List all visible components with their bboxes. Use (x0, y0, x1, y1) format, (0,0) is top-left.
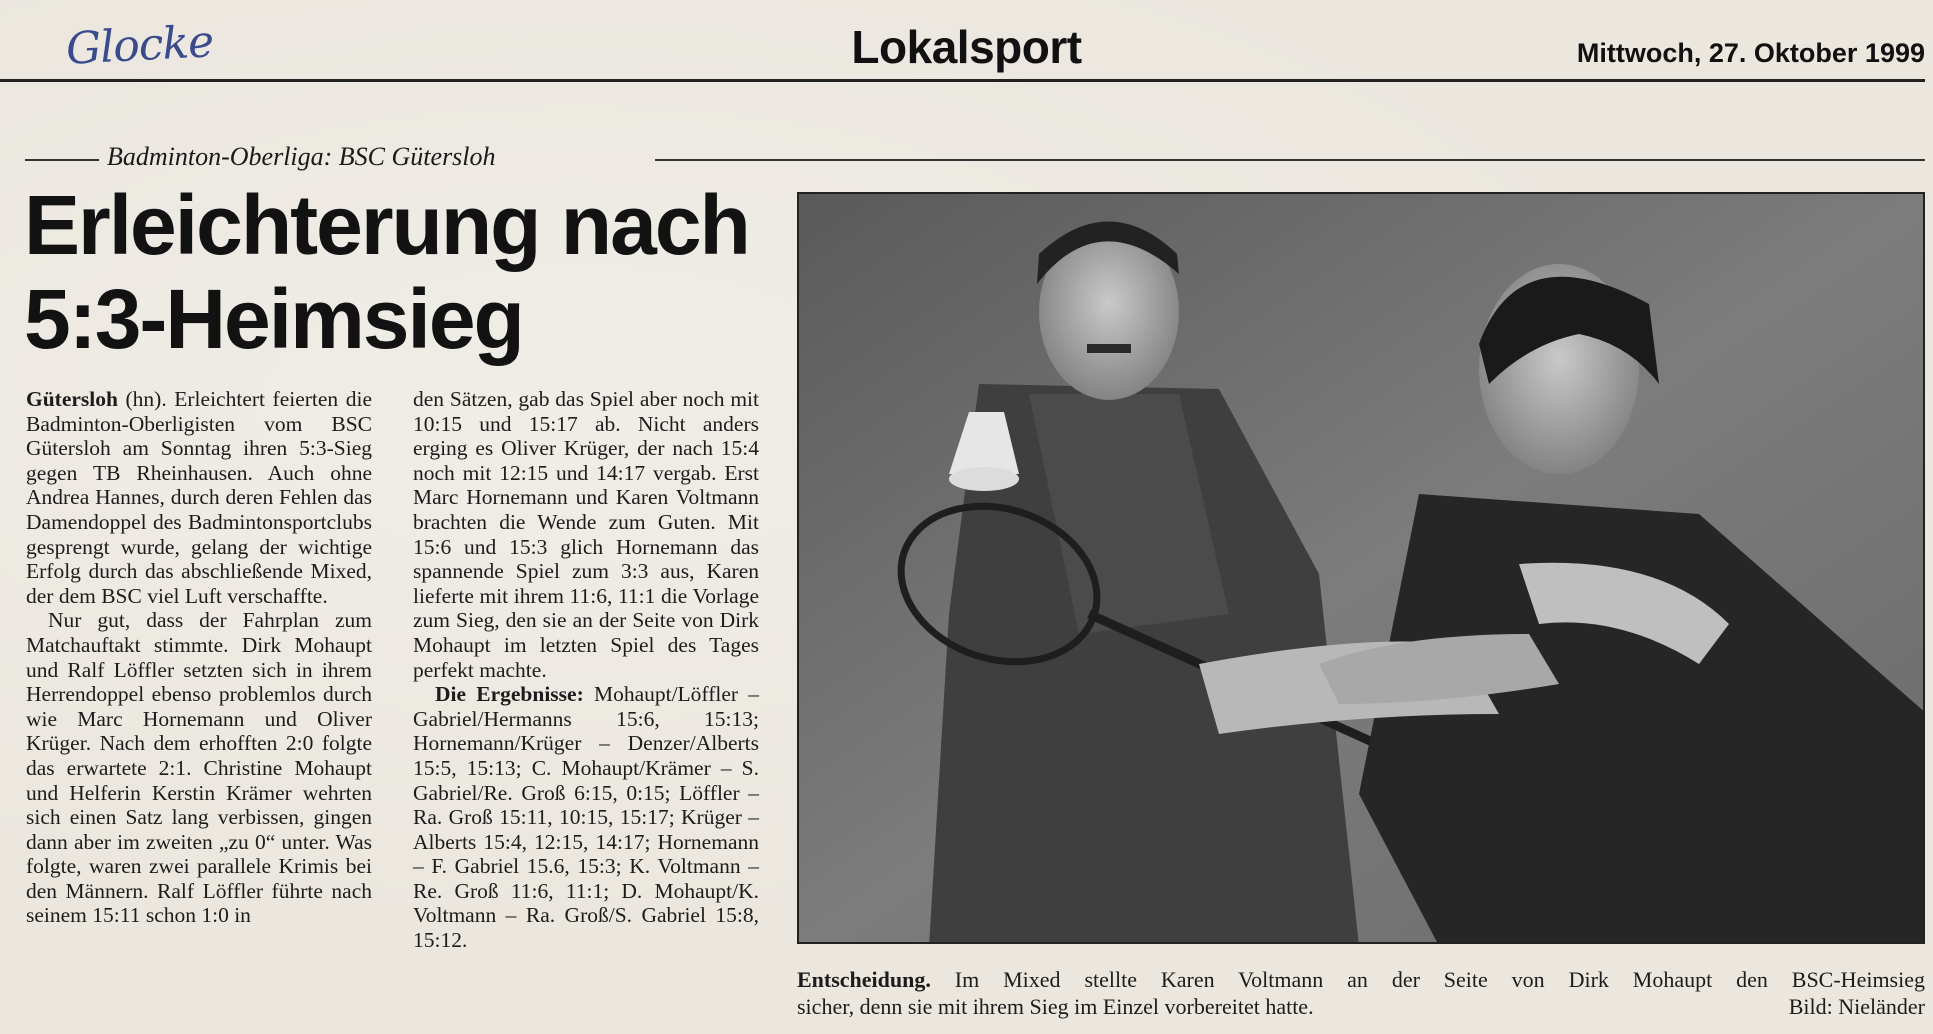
results-text: Mohaupt/Löffler – Gabriel/Hermanns 15:6, 15:13; Hornemann/Krüger – Denzer/Alberts 15:5, 15:13; C. Mohaupt/Krämer – S. Gabriel/Re. Groß 6:15, 0:15; Löffler – Ra. Groß 15:11, 10:15, 15:17; Krüger – Alberts 15:4, 12:15, 14:17; Hornemann – F. Gabriel 15.6, 15:3; K. Voltmann – Re. Groß 11:6, 11:1; D. Mohaupt/K. Voltmann – Ra. Groß/S. Gabriel 15:8, 15:12. (413, 682, 759, 953)
article-column-1 (26, 387, 372, 928)
headline-line-1: Erleichterung nach (24, 178, 749, 272)
paragraph-1-text: (hn). Erleichtert feierten die Badminton-Oberligisten vom BSC Gütersloh am Sonntag ihren 5:3-Sieg gegen TB Rheinhausen. Auch ohne Andrea Hannes, durch deren Fehlen das Damendoppel des Badmintonsportclubs gesprengt wurde, gelang der wichtige Erfolg durch das abschließende Mixed, der dem BSC viel Luft verschaffte. (26, 387, 372, 608)
caption-label: Entscheidung. (797, 967, 931, 992)
caption-line-2: sicher, denn sie mit ihrem Sieg im Einzel vorbereitet hatte. (797, 994, 1314, 1019)
results-label: Die Ergebnisse: (435, 682, 584, 707)
results-paragraph (413, 682, 759, 953)
badminton-photo (797, 192, 1925, 944)
paragraph-2: Nur gut, dass der Fahrplan zum Matchauftakt stimmte. Dirk Mohaupt und Ralf Löffler setzten sich in ihrem Herrendoppel ebenso problemlos durch wie Marc Hornemann und Oliver Krüger. Nach dem erhofften 2:0 folgte das erwartete 2:1. Christine Mohaupt und Helferin Kerstin Krämer wehrten sich einen Satz lang verbissen, gingen dann aber im zweiten „zu 0“ unter. Was folgte, waren zwei parallele Krimis bei den Männern. Ralf Löffler führte nach seinem 15:11 schon 1:0 in (26, 608, 372, 928)
issue-date: Mittwoch, 27. Oktober 1999 (1576, 38, 1925, 68)
handwritten-note: Glocke (64, 16, 215, 75)
header-rule (0, 79, 1925, 82)
photo-credit: Bild: Nieländer (1788, 994, 1925, 1019)
kicker-rule-left (25, 159, 99, 161)
kicker-rule-right (655, 159, 1925, 161)
paragraph-3: den Sätzen, gab das Spiel aber noch mit 10:15 und 15:17 ab. Nicht anders erging es Oliver Krüger, der nach 15:4 noch mit 12:15 und 14:17 vergab. Erst Marc Hornemann und Karen Voltmann brachten die Wende zum Guten. Mit 15:6 und 15:3 glich Hornemann das spannende Spiel zum 3:3 aus, Karen lieferte mit ihrem 11:6, 11:1 die Vorlage zum Sieg, den sie an der Seite von Dirk Mohaupt im letzten Spiel des Tages perfekt machte. (413, 387, 759, 682)
section-title: Lokalsport (851, 21, 1082, 73)
kicker-row (25, 142, 1925, 176)
headline-line-2: 5:3-Heimsieg (24, 272, 523, 366)
photo-image (799, 194, 1925, 944)
caption-line-1: Im Mixed stellte Karen Voltmann an der Seite von Dirk Mohaupt den BSC-Heimsieg (930, 967, 1925, 992)
headline (24, 178, 784, 366)
article-column-2 (413, 387, 759, 953)
photo-caption (797, 966, 1925, 993)
kicker: Badminton-Oberliga: BSC Gütersloh (107, 142, 496, 171)
dateline: Gütersloh (26, 387, 118, 411)
paragraph-1 (26, 387, 372, 608)
